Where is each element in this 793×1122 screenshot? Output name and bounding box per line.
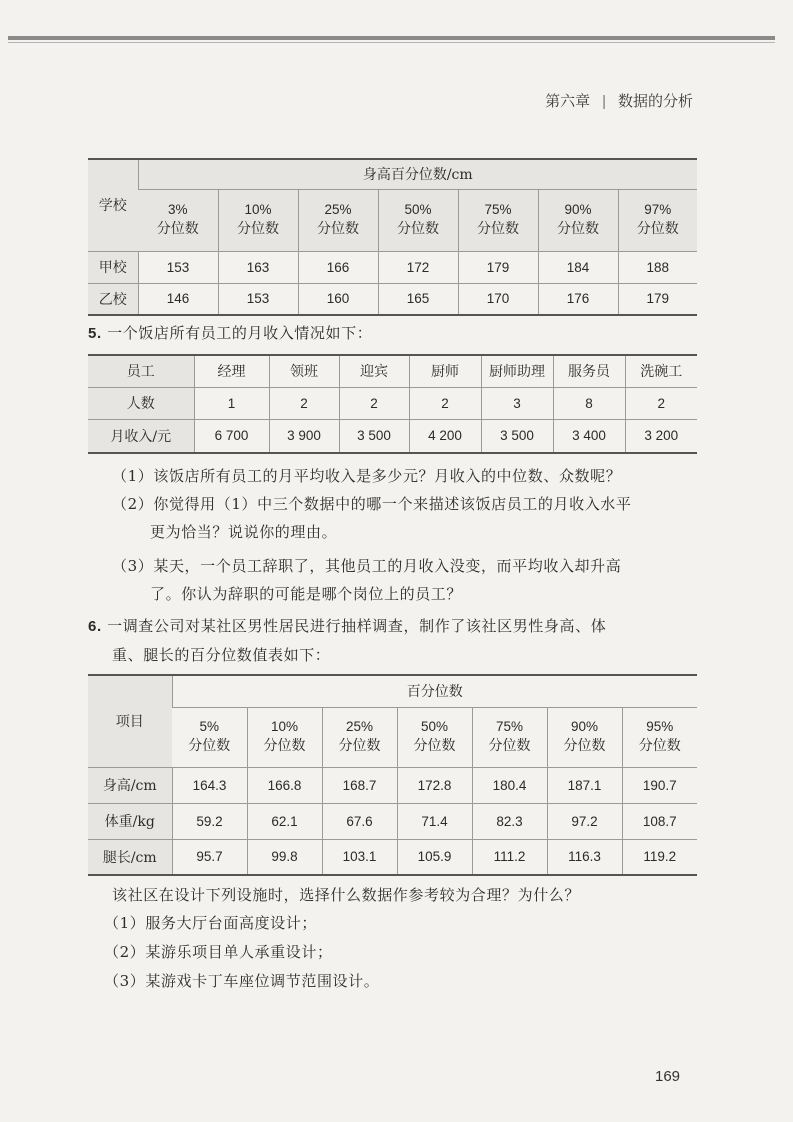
q5-sub-2: （2）你觉得用（1）中三个数据中的哪一个来描述该饭店员工的月收入水平 [112, 495, 632, 513]
table-cell: 2 [625, 387, 697, 419]
table-cell: 179 [618, 283, 697, 315]
table-cell: 67.6 [322, 803, 397, 839]
table-cell: 116.3 [547, 839, 622, 875]
table-cell: 172.8 [397, 767, 472, 803]
table-header-row [88, 355, 697, 387]
table1-col-header: 75% 分位数 [458, 189, 538, 251]
column-header: 迎宾 [339, 355, 409, 387]
table-cell: 3 500 [339, 419, 409, 453]
table3-col-header: 75% 分位数 [472, 707, 547, 767]
question-number: 6. [88, 618, 102, 635]
table-cell: 111.2 [472, 839, 547, 875]
table-row [88, 387, 697, 419]
table-cell: 163 [218, 251, 298, 283]
table-cell: 8 [553, 387, 625, 419]
table3-col-header: 25% 分位数 [322, 707, 397, 767]
table-cell: 82.3 [472, 803, 547, 839]
table-cell: 105.9 [397, 839, 472, 875]
q5-sub-2-cont: 更为恰当？说说你的理由。 [150, 523, 338, 541]
table-cell: 153 [218, 283, 298, 315]
table-row [88, 839, 697, 875]
row-label: 腿长/cm [88, 839, 172, 875]
table-cell: 168.7 [322, 767, 397, 803]
body-percentile-table [88, 674, 697, 876]
table-cell: 3 [481, 387, 553, 419]
table-row [88, 767, 697, 803]
row-label: 人数 [88, 387, 194, 419]
table3-col-header: 50% 分位数 [397, 707, 472, 767]
question-5 [88, 322, 372, 343]
table-cell: 160 [298, 283, 378, 315]
table-cell: 165 [378, 283, 458, 315]
table-cell: 190.7 [622, 767, 697, 803]
column-header: 经理 [194, 355, 269, 387]
section-label: 数据的分析 [617, 93, 693, 110]
running-header [545, 90, 693, 111]
page-number: 169 [655, 1068, 681, 1085]
table3-col-header: 10% 分位数 [247, 707, 322, 767]
table1-col-header: 3% 分位数 [138, 189, 218, 251]
height-percentile-table [88, 158, 697, 316]
q6-sub-2: （2）某游乐项目单人承重设计； [104, 943, 333, 961]
table-cell: 172 [378, 251, 458, 283]
table-cell: 62.1 [247, 803, 322, 839]
table-cell: 2 [339, 387, 409, 419]
q5-sub-3-cont: 了。你认为辞职的可能是哪个岗位上的员工？ [150, 585, 463, 603]
column-header: 洗碗工 [625, 355, 697, 387]
q6-sub-1: （1）服务大厅台面高度设计； [104, 914, 317, 932]
top-rule [8, 36, 775, 40]
table-cell: 153 [138, 251, 218, 283]
table-cell: 164.3 [172, 767, 247, 803]
question-text: 一个饭店所有员工的月收入情况如下： [107, 324, 373, 342]
table-row [88, 283, 697, 315]
table-cell: 108.7 [622, 803, 697, 839]
table1-row-header: 学校 [88, 159, 138, 251]
q6-after-text: 该社区在设计下列设施时，选择什么数据作参考较为合理？为什么？ [112, 886, 581, 904]
table-cell: 3 200 [625, 419, 697, 453]
table-cell: 1 [194, 387, 269, 419]
question-6 [88, 615, 606, 636]
row-label: 乙校 [88, 283, 138, 315]
table-cell: 184 [538, 251, 618, 283]
table-row [88, 419, 697, 453]
column-header: 领班 [269, 355, 339, 387]
q5-sub-3: （3）某天，一个员工辞职了，其他员工的月收入没变，而平均收入却升高 [112, 557, 622, 575]
table1-col-header: 25% 分位数 [298, 189, 378, 251]
column-header: 厨师助理 [481, 355, 553, 387]
table-cell: 176 [538, 283, 618, 315]
table-cell: 188 [618, 251, 697, 283]
income-table [88, 354, 697, 454]
table1-col-header: 90% 分位数 [538, 189, 618, 251]
table1-col-header: 10% 分位数 [218, 189, 298, 251]
table3-row-header: 项目 [88, 675, 172, 767]
table-cell: 99.8 [247, 839, 322, 875]
table-cell: 2 [409, 387, 481, 419]
question-number: 5. [88, 325, 102, 342]
question-6-cont: 重、腿长的百分位数值表如下： [112, 646, 331, 664]
row-label: 月收入/元 [88, 419, 194, 453]
row-label: 身高/cm [88, 767, 172, 803]
table-row [88, 251, 697, 283]
table-cell: 71.4 [397, 803, 472, 839]
table3-col-header: 90% 分位数 [547, 707, 622, 767]
table-cell: 2 [269, 387, 339, 419]
row-label: 甲校 [88, 251, 138, 283]
row-label: 体重/kg [88, 803, 172, 839]
table-cell: 170 [458, 283, 538, 315]
q6-sub-3: （3）某游戏卡丁车座位调节范围设计。 [104, 972, 380, 990]
table-cell: 59.2 [172, 803, 247, 839]
column-header: 服务员 [553, 355, 625, 387]
table-cell: 146 [138, 283, 218, 315]
table3-group-header: 百分位数 [172, 675, 697, 707]
table-cell: 3 400 [553, 419, 625, 453]
table-cell: 103.1 [322, 839, 397, 875]
header-separator: | [602, 93, 606, 110]
question-text: 一调查公司对某社区男性居民进行抽样调查，制作了该社区男性身高、体 [107, 617, 607, 635]
table-cell: 3 900 [269, 419, 339, 453]
q5-sub-1: （1）该饭店所有员工的月平均收入是多少元？月收入的中位数、众数呢？ [112, 467, 622, 485]
table1-col-header: 50% 分位数 [378, 189, 458, 251]
top-rule-thin [8, 42, 775, 43]
column-header: 厨师 [409, 355, 481, 387]
column-header: 员工 [88, 355, 194, 387]
table-cell: 95.7 [172, 839, 247, 875]
table-cell: 119.2 [622, 839, 697, 875]
table-cell: 166.8 [247, 767, 322, 803]
table-row [88, 803, 697, 839]
table1-group-header: 身高百分位数/cm [138, 159, 697, 189]
table-cell: 97.2 [547, 803, 622, 839]
table-cell: 179 [458, 251, 538, 283]
table3-col-header: 95% 分位数 [622, 707, 697, 767]
table-cell: 180.4 [472, 767, 547, 803]
table-cell: 6 700 [194, 419, 269, 453]
table3-col-header: 5% 分位数 [172, 707, 247, 767]
table-cell: 187.1 [547, 767, 622, 803]
table-cell: 3 500 [481, 419, 553, 453]
table-cell: 4 200 [409, 419, 481, 453]
table-cell: 166 [298, 251, 378, 283]
chapter-label: 第六章 [545, 93, 591, 110]
table1-col-header: 97% 分位数 [618, 189, 697, 251]
